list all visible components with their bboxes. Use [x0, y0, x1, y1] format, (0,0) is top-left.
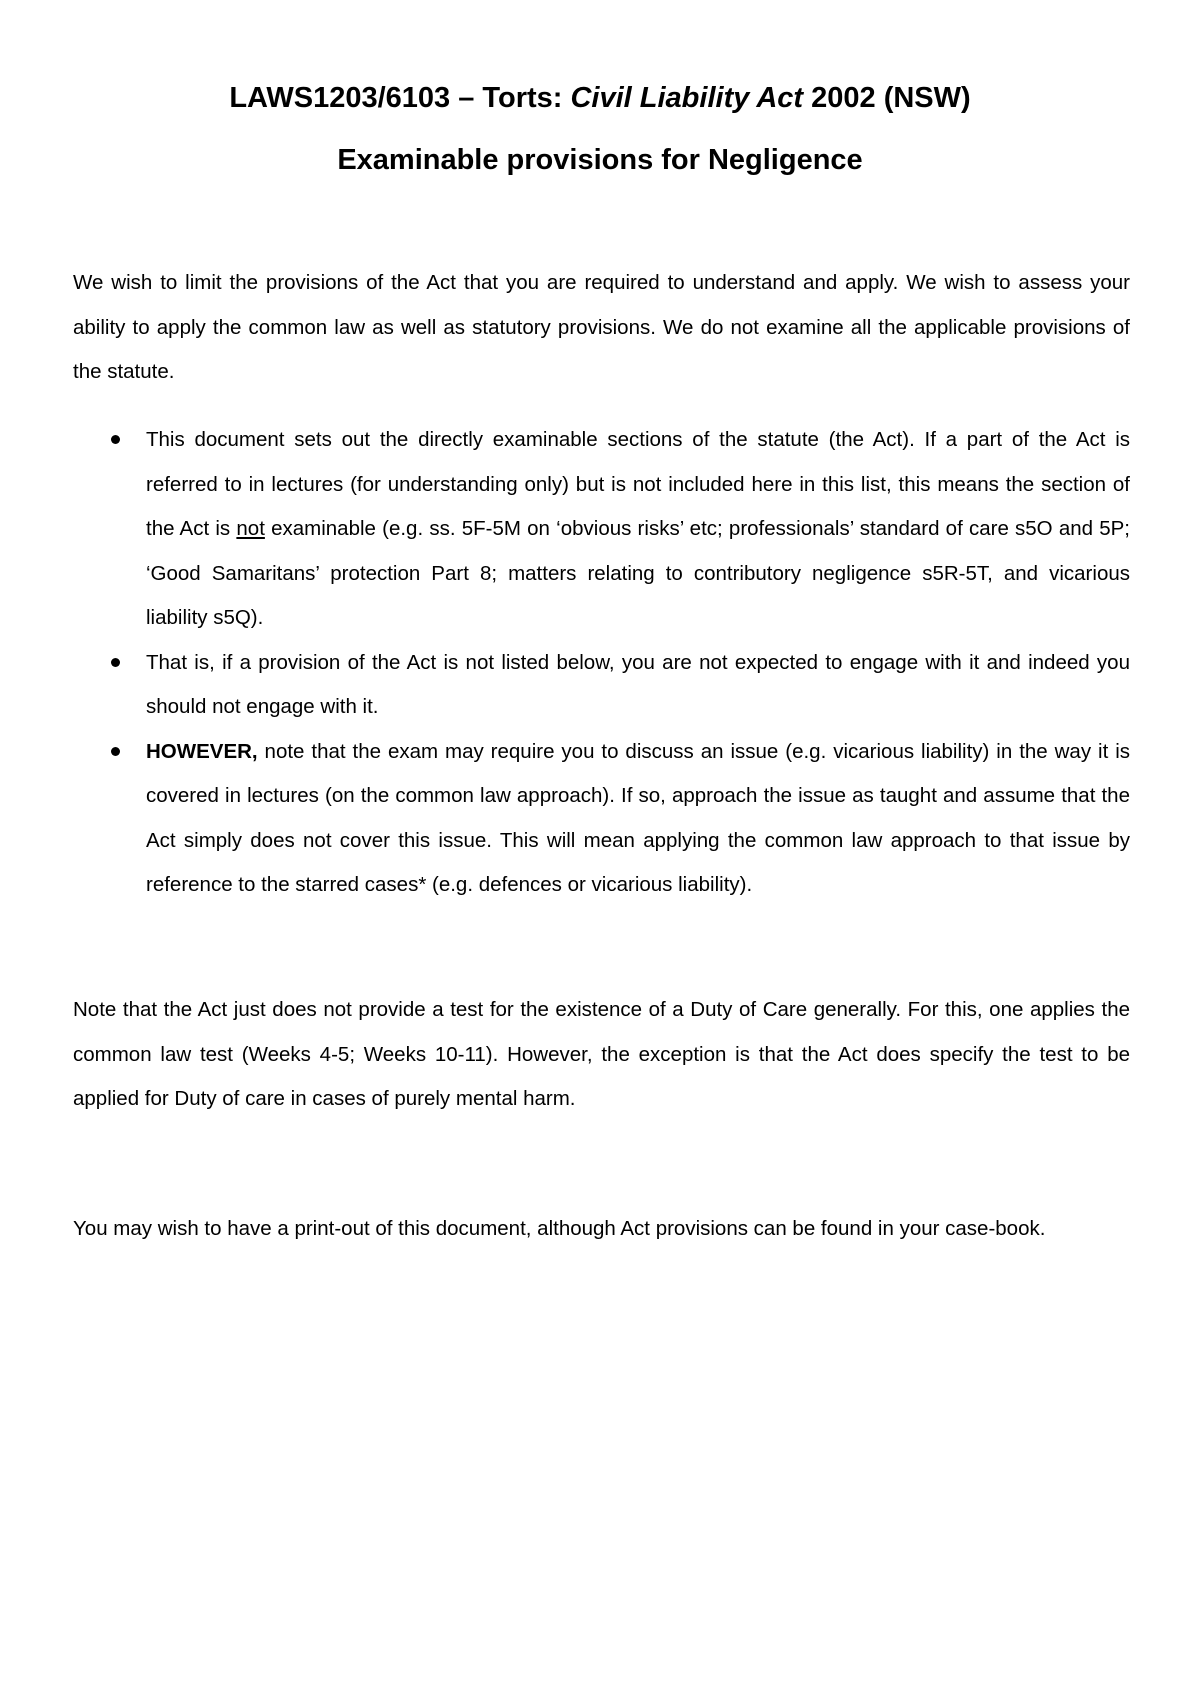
bullet-text-part-b: examinable (e.g. ss. 5F-5M on ‘obvious risks’ etc; professionals’ standard of care s5O and 5P; ‘Good Samaritans’ protection Part 8; matters relating to contributory negligence s5R-5T, and vicarious liability s5Q).: [146, 517, 1130, 629]
title-prefix: LAWS1203/6103 – Torts:: [229, 82, 571, 114]
bullet-list: [73, 418, 1130, 908]
intro-paragraph: We wish to limit the provisions of the Act that you are required to understand and apply. We wish to assess your ability to apply the common law as well as statutory provisions. We do not examine all the applicable provisions of the statute.: [73, 271, 1130, 383]
underlined-word: not: [236, 517, 265, 540]
title-suffix: 2002 (NSW): [803, 82, 971, 114]
duty-of-care-paragraph: Note that the Act just does not provide a test for the existence of a Duty of Care generally. For this, one applies the common law test (Weeks 4-5; Weeks 10-11). However, the exception is that the Act does specify the test to be applied for Duty of care in cases of purely mental harm.: [73, 998, 1130, 1110]
bullet-text-part-a: This document sets out the directly examinable sections of the statute (the Act). If a part of the Act is referred to in lectures (for understanding only) but is not included here in this list, this means the section of the Act is: [146, 428, 1130, 540]
bullet-bold-lead: HOWEVER,: [146, 739, 258, 763]
bullet-item-not-listed: [73, 641, 1130, 730]
printout-paragraph: You may wish to have a print-out of this document, although Act provisions can be found in your case-book.: [73, 1217, 1046, 1240]
bullet-dot-icon: [111, 435, 120, 444]
bullet-dot-icon: [111, 658, 120, 667]
title-act-name: Civil Liability Act: [570, 82, 804, 114]
document-title: [0, 80, 1200, 116]
document-subtitle: Examinable provisions for Negligence: [337, 144, 863, 176]
bullet-text: That is, if a provision of the Act is not listed below, you are not expected to engage with it and indeed you should not engage with it.: [146, 650, 1130, 718]
bullet-text: note that the exam may require you to discuss an issue (e.g. vicarious liability) in the way it is covered in lectures (on the common law approach). If so, approach the issue as taught and assume that the Act simply does not cover this issue. This will mean applying the common law approach to that issue by reference to the starred cases* (e.g. defences or vicarious liability).: [146, 739, 1130, 896]
bullet-item-examinable-sections: [73, 418, 1130, 641]
bullet-dot-icon: [111, 747, 120, 756]
bullet-item-however: [73, 730, 1130, 908]
